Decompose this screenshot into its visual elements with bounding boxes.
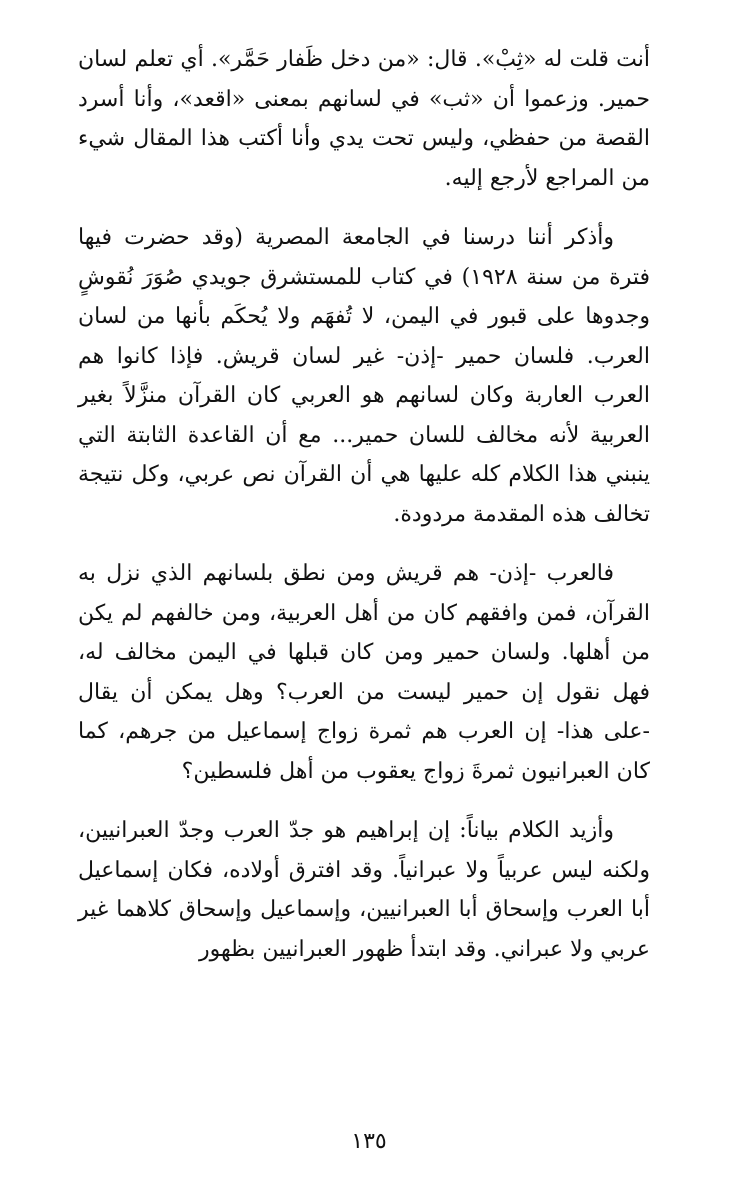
page-number: ١٣٥ <box>351 1129 387 1154</box>
paragraph-4: وأزيد الكلام بياناً: إن إبراهيم هو جدّ العرب وجدّ العبرانيين، ولكنه ليس عربياً ولا عبرانياً. وقد افترق أولاده، فكان إسماعيل أبا العرب وإسحاق أبا العبرانيين، وإسماعيل وإسحاق كلاهما غير عربي ولا عبراني. وقد ابتدأ ظهور العبرانيين بظهور <box>78 818 650 962</box>
paragraph-1: أنت قلت له «ثِبْ». قال: «من دخل ظَفار حَمَّر». أي تعلم لسان حمير. وزعموا أن «ثب» في لسانهم بمعنى «اقعد»، وأنا أسرد القصة من حفظي، وليس تحت يدي وأنا أكتب هذا المقال شيء من المراجع لأرجع إليه. <box>78 47 650 191</box>
paragraph-2: وأذكر أننا درسنا في الجامعة المصرية (وقد حضرت فيها فترة من سنة ١٩٢٨) في كتاب للمستشرق جويدي صُوَرَ نُقوشٍ وجدوها على قبور في اليمن، لا تُفهَم ولا يُحكَم بأنها من لسان العرب. فلسان حمير -إذن- غير لسان قريش. فإذا كانوا هم العرب العاربة وكان لسانهم هو العربي كان القرآن منزَّلاً بغير العربية لأنه مخالف للسان حمير... مع أن القاعدة الثابتة التي ينبني هذا الكلام كله عليها هي أن القرآن نص عربي، وكل نتيجة تخالف هذه المقدمة مردودة. <box>78 225 650 527</box>
paragraph-3: فالعرب -إذن- هم قريش ومن نطق بلسانهم الذي نزل به القرآن، فمن وافقهم كان من أهل العربية، ومن خالفهم لم يكن من أهلها. ولسان حمير ومن كان قبلها في اليمن مخالف له، فهل نقول إن حمير ليست من العرب؟ وهل يمكن أن يقال -على هذا- إن العرب هم ثمرة زواج إسماعيل من جرهم، كما كان العبرانيون ثمرةَ زواج يعقوب من أهل فلسطين؟ <box>78 561 650 784</box>
page-body <box>78 40 650 989</box>
